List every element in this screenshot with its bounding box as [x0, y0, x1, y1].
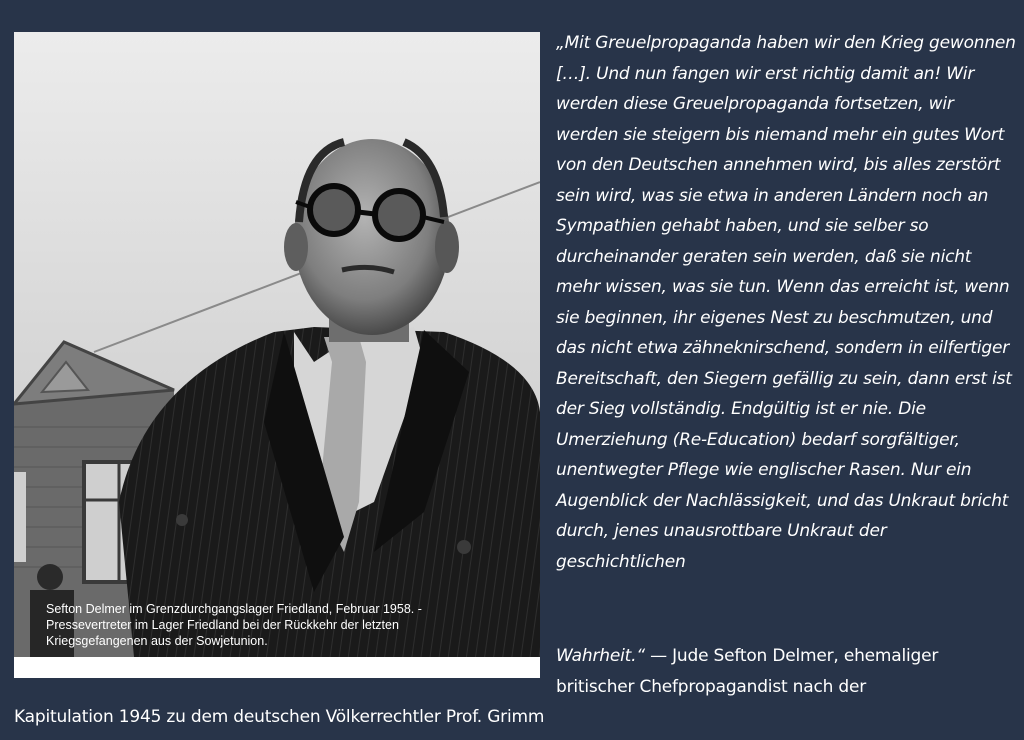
photo-caption — [46, 601, 526, 649]
quote-text: „Mit Greuelpropaganda haben wir den Krieg gewonnen […]. Und nun fangen wir erst richtig damit an! Wir werden diese Greuelpropaganda fortsetzen, wir werden sie steigern bis niemand mehr ein gutes Wort von den Deutschen annehmen wird, bis alles zerstört sein wird, was sie etwa in anderen Ländern noch an Sympathien gehabt haben, und sie selber so durcheinander geraten sein werden, daß sie nicht mehr wissen, was sie tun. Wenn das erreicht ist, wenn sie beginnen, ihr eigenes Nest zu beschmutzen, und das nicht etwa zähneknirschend, sondern in eilfertiger Bereitschaft, den Siegern gefällig zu sein, dann erst ist der Sieg vollständig. Endgültig ist er nie. Die Umerziehung (Re-Education) bedarf sorgfältiger, unentwegter Pflege wie englischer Rasen. Nur ein Augenblick der Nachlässigkeit, und das Unkraut bricht durch, jenes unausrottbare Unkraut der geschichtlichen — [556, 33, 1016, 572]
quote-attribution — [556, 641, 1016, 702]
caption-line: Kriegsgefangenen aus der Sowjetunion. — [46, 634, 268, 648]
portrait-illustration — [14, 32, 540, 657]
caption-line: Pressevertreter im Lager Friedland bei der Rückkehr der letzten — [46, 618, 399, 632]
quote-last-word: Wahrheit.“ — [556, 646, 645, 666]
caption-line: Sefton Delmer im Grenzdurchgangslager Friedland, Februar 1958. - — [46, 602, 422, 616]
attribution-text: — Jude Sefton Delmer, ehemaliger britischer Chefpropagandist nach der — [556, 646, 939, 697]
photo-frame — [14, 32, 540, 678]
attribution-continued: Kapitulation 1945 zu dem deutschen Völkerrechtler Prof. Grimm — [14, 707, 545, 727]
portrait-photo — [14, 32, 540, 657]
